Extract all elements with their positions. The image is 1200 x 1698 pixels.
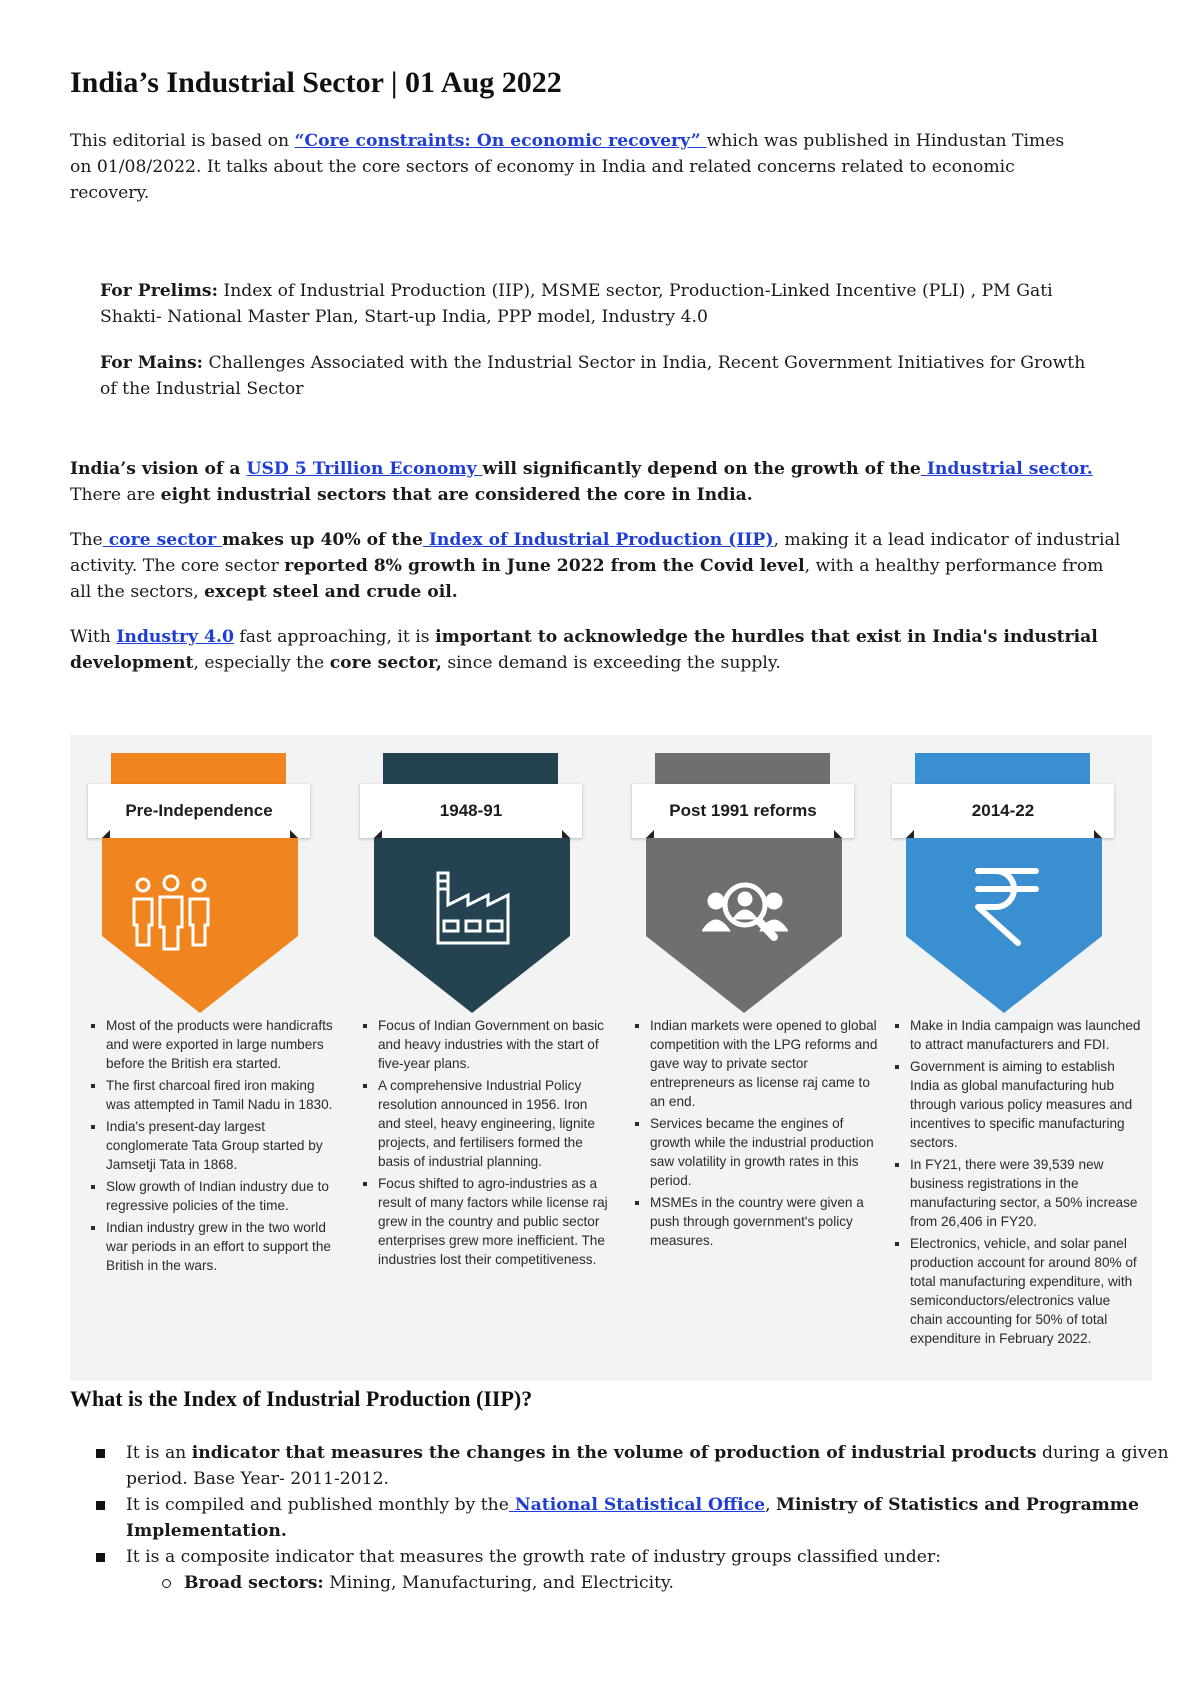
point-list [364,1016,610,1272]
p3-bold-2: core sector, [329,653,442,673]
search-people-icon [702,875,788,961]
list-item: ▪ MSMEs in the country were given a push through government's policy measures. [650,1193,882,1250]
intro-text-2: which was published in Hindustan Times on 01/08/2022. It talks about the core sectors of economy in India and related concerns related to economic recovery. [70,131,1065,203]
list-item: ▪ A comprehensive Industrial Policy resolution announced in 1956. Iron and steel, heavy engineering, lignite projects, and fertilisers formed the basis of industrial planning. [378,1076,610,1171]
p1-bold-3: eight industrial sectors that are considered the core in India. [160,485,753,505]
mains-text: Challenges Associated with the Industrial Sector in India, Recent Government Initiatives for Growth of the Industrial Sector [100,353,1086,399]
p2-bold-2: reported 8% growth in June 2022 from the Covid level [284,556,805,576]
iip-b2-bold: Ministry of Statistics and Programme Implementation. [126,1495,1139,1541]
p2-text-3: , with a healthy performance from all the sectors, [70,556,1104,602]
p3-text-1: With [70,627,117,647]
list-item: ▪ The first charcoal fired iron making was attempted in Tamil Nadu in 1830. [106,1076,338,1114]
core-sector-link[interactable]: core sector [102,530,223,550]
iip-b2-text-1: It is compiled and published monthly by the [126,1495,509,1515]
p3-text-4: since demand is exceeding the supply. [441,653,781,673]
list-item: ▪ Focus shifted to agro-industries as a result of many factors while license raj grew in the country and public sector enterprises grew more inefficient. The industries lost their competitiveness. [378,1174,610,1269]
list-item [126,1440,1186,1492]
p3-text-3: , especially the [193,653,330,673]
list-item: ▪ Slow growth of Indian industry due to regressive policies of the time. [106,1177,338,1215]
iip-b1-text-2: during a given period. Base Year- 2011-2012. [126,1443,1169,1489]
paragraph-2 [70,527,1130,605]
factory-icon [430,865,516,951]
point-list [896,1016,1142,1351]
mains-label: For Mains: [100,353,203,373]
iip-sub-list [126,1570,1186,1596]
list-item: ▪ Indian industry grew in the two world war periods in an effort to support the British in the wars. [106,1218,338,1275]
intro-text: This editorial is based on [70,131,295,151]
prelims-label: For Prelims: [100,281,218,301]
intro-paragraph [70,128,1080,206]
prelims-line [100,278,1090,330]
p2-text-1: The [70,530,103,550]
paragraph-3 [70,624,1130,676]
nso-link[interactable]: National Statistical Office [508,1495,766,1515]
iip-b2-text-2: , [765,1495,776,1515]
iip-b3-text: It is a composite indicator that measures the growth rate of industry groups classified under: [126,1547,941,1567]
p3-text-2: fast approaching, it is [233,627,436,647]
iip-b1-bold: indicator that measures the changes in the volume of production of industrial products [191,1443,1037,1463]
list-item: ▪ Make in India campaign was launched to attract manufacturers and FDI. [910,1016,1142,1054]
column-label: 2014-22 [892,784,1114,838]
iip-sub1-bold: Broad sectors: [184,1573,324,1593]
p1-text: There are [70,485,161,505]
list-item [126,1492,1186,1544]
iip-b1-text-1: It is an [126,1443,192,1463]
industry-4-link[interactable]: Industry 4.0 [116,627,234,647]
point-list [636,1016,882,1253]
timeline-column-2014-22 [880,753,1146,1373]
column-label: Post 1991 reforms [632,784,854,838]
p3-bold-1: important to acknowledge the hurdles that exist in India's industrial development [70,627,1098,673]
list-item [184,1570,1186,1596]
list-item: ▪ Indian markets were opened to global competition with the LPG reforms and gave way to private sector entrepreneurs as license raj came to an end. [650,1016,882,1111]
p2-text-2: , making it a lead indicator of industrial activity. The core sector [70,530,1121,576]
rupee-icon [964,863,1050,949]
syllabus-box [100,278,1090,402]
column-label: 1948-91 [360,784,582,838]
p1-bold-1: India’s vision of a [70,459,247,479]
list-item [126,1544,1186,1596]
list-item: ▪ Services became the engines of growth while the industrial production saw volatility in growth rates in this period. [650,1114,882,1190]
paragraph-1 [70,456,1130,508]
list-item: ▪ India's present-day largest conglomerate Tata Group started by Jamsetji Tata in 1868. [106,1117,338,1174]
timeline-column-pre-independence [76,753,342,1373]
people-icon [128,873,214,959]
usd-5-trillion-link[interactable]: USD 5 Trillion Economy [246,459,483,479]
p1-bold-2: will significantly depend on the growth of the [482,459,921,479]
source-article-link[interactable]: “Core constraints: On economic recovery” [294,131,707,151]
iip-link[interactable]: Index of Industrial Production (IIP) [422,530,774,550]
list-item: ▪ Most of the products were handicrafts and were exported in large numbers before the British era started. [106,1016,338,1073]
list-item: ▪ Government is aiming to establish India as global manufacturing hub through various policy measures and incentives to specific manufacturing sectors. [910,1057,1142,1152]
list-item: ▪ In FY21, there were 39,539 new business registrations in the manufacturing sector, a 50% increase from 26,406 in FY20. [910,1155,1142,1231]
column-label: Pre-Independence [88,784,310,838]
list-item: ▪ Electronics, vehicle, and solar panel production account for around 80% of total manufacturing expenditure, with semiconductors/electronics value chain accounting for 50% of total expenditure in February 2022. [910,1234,1142,1348]
body-text [70,456,1130,676]
mains-line [100,350,1090,402]
p2-bold-1: makes up 40% of the [222,530,423,550]
page-title: India’s Industrial Sector | 01 Aug 2022 [70,66,562,99]
point-list [92,1016,338,1278]
prelims-text: Index of Industrial Production (IIP), MSME sector, Production-Linked Incentive (PLI) , PM Gati Shakti- National Master Plan, Start-up India, PPP model, Industry 4.0 [100,281,1053,327]
industrial-timeline-infographic [70,735,1152,1381]
iip-sub1-text: Mining, Manufacturing, and Electricity. [323,1573,674,1593]
timeline-column-post-1991 [620,753,886,1373]
iip-bullet-list [70,1440,1186,1596]
list-item: ▪ Focus of Indian Government on basic and heavy industries with the start of five-year plans. [378,1016,610,1073]
p2-bold-3: except steel and crude oil. [204,582,458,602]
timeline-column-1948-91 [348,753,614,1373]
industrial-sector-link[interactable]: Industrial sector. [920,459,1093,479]
iip-heading: What is the Index of Industrial Production (IIP)? [70,1386,533,1411]
